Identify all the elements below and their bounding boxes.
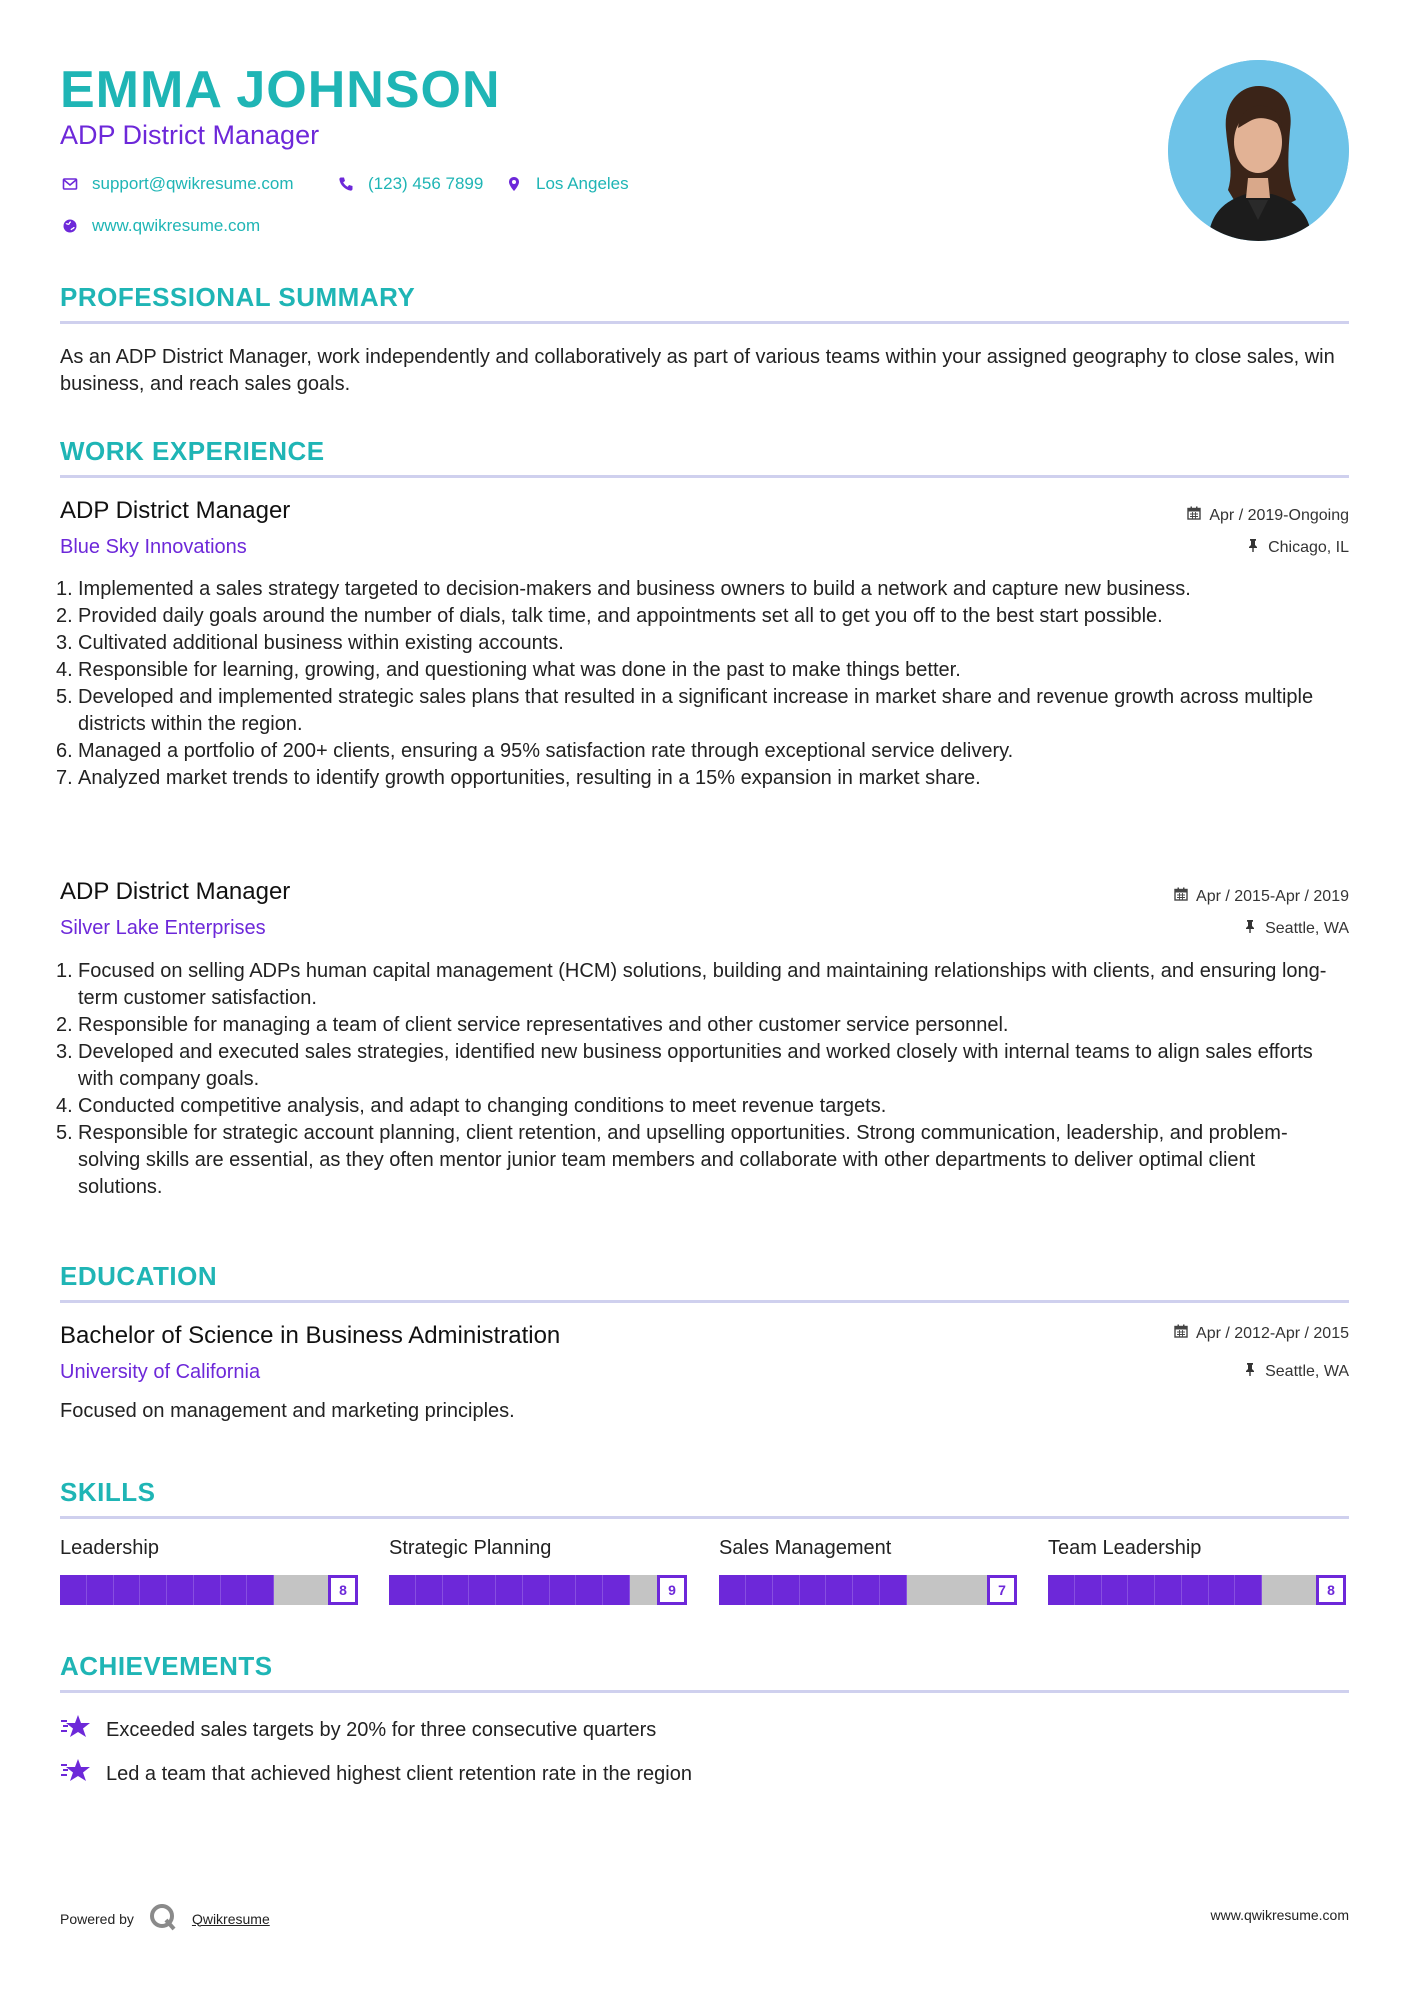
skill-name: Sales Management bbox=[719, 1537, 892, 1559]
skill-bar-segment bbox=[826, 1575, 853, 1605]
section-divider bbox=[60, 1516, 1349, 1519]
footer-powered-by bbox=[60, 1902, 270, 1935]
pushpin-icon bbox=[1243, 919, 1257, 938]
job-company: Blue Sky Innovations bbox=[60, 536, 247, 558]
job-location bbox=[1243, 919, 1349, 938]
profile-photo bbox=[1168, 60, 1349, 241]
summary-text: As an ADP District Manager, work independently and collaboratively as part of various teams within your assigned geography to close sales, win business, and reach sales goals. bbox=[60, 346, 1335, 395]
achievements-heading: ACHIEVEMENTS bbox=[60, 1651, 273, 1681]
candidate-title: ADP District Manager bbox=[60, 120, 320, 150]
skill-score: 7 bbox=[987, 1575, 1017, 1605]
skill-bar-segment bbox=[140, 1575, 167, 1605]
skills-heading: SKILLS bbox=[60, 1477, 156, 1507]
map-pin-icon bbox=[504, 174, 524, 194]
skill-bar-segment bbox=[773, 1575, 800, 1605]
job-company: Silver Lake Enterprises bbox=[60, 917, 266, 939]
skill-bar-segment bbox=[416, 1575, 443, 1605]
contact-website[interactable] bbox=[60, 216, 260, 236]
envelope-icon bbox=[60, 174, 80, 194]
job-location-text: Chicago, IL bbox=[1268, 538, 1349, 556]
skill-bar-segment bbox=[1235, 1575, 1262, 1605]
job-location bbox=[1246, 538, 1349, 557]
section-divider bbox=[60, 1300, 1349, 1303]
skill-bar-segment bbox=[496, 1575, 523, 1605]
achievement-item bbox=[60, 1713, 656, 1747]
candidate-name: EMMA JOHNSON bbox=[60, 61, 501, 119]
skill-score: 9 bbox=[657, 1575, 687, 1605]
skill-team-leadership bbox=[1048, 1537, 1346, 1605]
skill-bar-fill bbox=[719, 1575, 907, 1605]
skill-bar bbox=[719, 1575, 1017, 1605]
job-duties-list bbox=[56, 958, 1340, 1201]
skill-bar bbox=[60, 1575, 358, 1605]
job-duties-list bbox=[56, 576, 1340, 792]
list-item: 1. Focused on selling ADPs human capital management (HCM) solutions, building and maintaining relationships with clients, and ensuring long-term customer satisfaction. bbox=[56, 960, 1327, 1009]
list-item: 7. Analyzed market trends to identify growth opportunities, resulting in a 15% expansion in market share. bbox=[56, 767, 981, 789]
skill-bar-segment bbox=[1182, 1575, 1209, 1605]
achievement-item bbox=[60, 1757, 692, 1791]
list-item: 1. Implemented a sales strategy targeted to decision-makers and business owners to build a network and capture new business. bbox=[56, 578, 1191, 600]
skill-bar-segment bbox=[469, 1575, 496, 1605]
skill-bar-segment bbox=[1155, 1575, 1182, 1605]
skill-bar-segment bbox=[389, 1575, 416, 1605]
skill-bar-segment bbox=[87, 1575, 114, 1605]
footer-website[interactable]: www.qwikresume.com bbox=[1210, 1907, 1349, 1923]
skill-bar-segment bbox=[60, 1575, 87, 1605]
powered-by-label: Powered by bbox=[60, 1910, 134, 1927]
job-title: ADP District Manager bbox=[60, 878, 291, 905]
list-item: 3. Developed and executed sales strategies, identified new business opportunities and worked closely with internal teams to align sales efforts with company goals. bbox=[56, 1041, 1313, 1090]
skill-bar-segment bbox=[880, 1575, 907, 1605]
skill-score: 8 bbox=[1316, 1575, 1346, 1605]
skill-bar bbox=[389, 1575, 687, 1605]
section-divider bbox=[60, 475, 1349, 478]
skill-bar-segment bbox=[167, 1575, 194, 1605]
education-degree: Bachelor of Science in Business Administration bbox=[60, 1322, 561, 1349]
contact-location bbox=[504, 174, 629, 194]
job-dates bbox=[1174, 887, 1349, 906]
skill-bar-fill bbox=[389, 1575, 630, 1605]
pushpin-icon bbox=[1246, 538, 1260, 557]
job-dates bbox=[1187, 506, 1349, 525]
job-location-text: Seattle, WA bbox=[1265, 919, 1349, 937]
achievement-text: Exceeded sales targets by 20% for three consecutive quarters bbox=[106, 1718, 657, 1741]
education-school: University of California bbox=[60, 1361, 261, 1383]
job-title: ADP District Manager bbox=[60, 497, 291, 524]
skill-name: Leadership bbox=[60, 1537, 159, 1559]
list-item: 5. Developed and implemented strategic sales plans that resulted in a significant increase in market share and revenue growth across multiple districts within the region. bbox=[56, 686, 1314, 735]
skill-score: 8 bbox=[328, 1575, 358, 1605]
education-location-text: Seattle, WA bbox=[1265, 1362, 1349, 1380]
list-item: 3. Cultivated additional business within existing accounts. bbox=[56, 632, 564, 654]
skill-bar-fill bbox=[1048, 1575, 1262, 1605]
star-icon bbox=[60, 1757, 92, 1791]
skill-bar-segment bbox=[853, 1575, 880, 1605]
skill-bar-segment bbox=[603, 1575, 630, 1605]
skill-bar-segment bbox=[719, 1575, 746, 1605]
section-divider bbox=[60, 1690, 1349, 1693]
job-dates-text: Apr / 2019-Ongoing bbox=[1209, 506, 1349, 524]
calendar-icon bbox=[1174, 1324, 1188, 1343]
skill-bar-segment bbox=[247, 1575, 274, 1605]
skill-bar-segment bbox=[550, 1575, 577, 1605]
list-item: 6. Managed a portfolio of 200+ clients, ensuring a 95% satisfaction rate through exceptional service delivery. bbox=[56, 740, 1014, 762]
skill-bar-segment bbox=[576, 1575, 603, 1605]
summary-heading: PROFESSIONAL SUMMARY bbox=[60, 282, 416, 312]
education-description: Focused on management and marketing principles. bbox=[60, 1400, 515, 1422]
email-text: support@qwikresume.com bbox=[92, 174, 294, 193]
brand-link[interactable]: Qwikresume bbox=[191, 1910, 270, 1927]
skill-sales-management bbox=[719, 1537, 1017, 1605]
education-location bbox=[1243, 1362, 1349, 1381]
phone-icon bbox=[336, 174, 356, 194]
skill-bar-segment bbox=[221, 1575, 248, 1605]
section-divider bbox=[60, 321, 1349, 324]
skill-leadership bbox=[60, 1537, 358, 1605]
calendar-icon bbox=[1187, 506, 1201, 525]
education-dates bbox=[1174, 1324, 1349, 1343]
list-item: 2. Provided daily goals around the number of dials, talk time, and appointments set all to get you off to the best start possible. bbox=[56, 605, 1163, 627]
qwikresume-logo-icon bbox=[148, 1902, 178, 1935]
achievement-text: Led a team that achieved highest client retention rate in the region bbox=[106, 1762, 692, 1785]
skill-bar-segment bbox=[1209, 1575, 1236, 1605]
skill-bar-segment bbox=[194, 1575, 221, 1605]
contact-phone[interactable] bbox=[336, 174, 483, 194]
skill-bar-segment bbox=[746, 1575, 773, 1605]
skill-bar-segment bbox=[800, 1575, 827, 1605]
skill-bar bbox=[1048, 1575, 1346, 1605]
skill-name: Team Leadership bbox=[1048, 1537, 1202, 1559]
job-dates-text: Apr / 2015-Apr / 2019 bbox=[1196, 887, 1349, 905]
education-heading: EDUCATION bbox=[60, 1261, 218, 1291]
list-item: 4. Conducted competitive analysis, and adapt to changing conditions to meet revenue targets. bbox=[56, 1095, 887, 1117]
location-text: Los Angeles bbox=[536, 174, 629, 193]
skill-bar-segment bbox=[1128, 1575, 1155, 1605]
skill-bar-segment bbox=[114, 1575, 141, 1605]
globe-icon bbox=[60, 216, 80, 236]
education-dates-text: Apr / 2012-Apr / 2015 bbox=[1196, 1324, 1349, 1342]
phone-text: (123) 456 7899 bbox=[368, 174, 484, 193]
skill-bar-segment bbox=[1102, 1575, 1129, 1605]
skill-strategic-planning bbox=[389, 1537, 687, 1605]
pushpin-icon bbox=[1243, 1362, 1257, 1381]
skill-bar-segment bbox=[443, 1575, 470, 1605]
skill-bar-segment bbox=[1048, 1575, 1075, 1605]
list-item: 4. Responsible for learning, growing, and questioning what was done in the past to make things better. bbox=[56, 659, 961, 681]
website-text: www.qwikresume.com bbox=[92, 216, 261, 235]
skill-bar-segment bbox=[1075, 1575, 1102, 1605]
list-item: 5. Responsible for strategic account planning, client retention, and upselling opportunities. Strong communication, leadership, and problem-solving skills are essential, as they often mentor junior team members and collaborate with other departments to deliver optimal client solutions. bbox=[56, 1122, 1288, 1198]
contact-email[interactable] bbox=[60, 174, 294, 194]
skill-bar-fill bbox=[60, 1575, 274, 1605]
calendar-icon bbox=[1174, 887, 1188, 906]
skill-name: Strategic Planning bbox=[389, 1537, 552, 1559]
list-item: 2. Responsible for managing a team of client service representatives and other customer service personnel. bbox=[56, 1014, 1009, 1036]
experience-heading: WORK EXPERIENCE bbox=[60, 436, 325, 466]
star-icon bbox=[60, 1713, 92, 1747]
skill-bar-segment bbox=[523, 1575, 550, 1605]
